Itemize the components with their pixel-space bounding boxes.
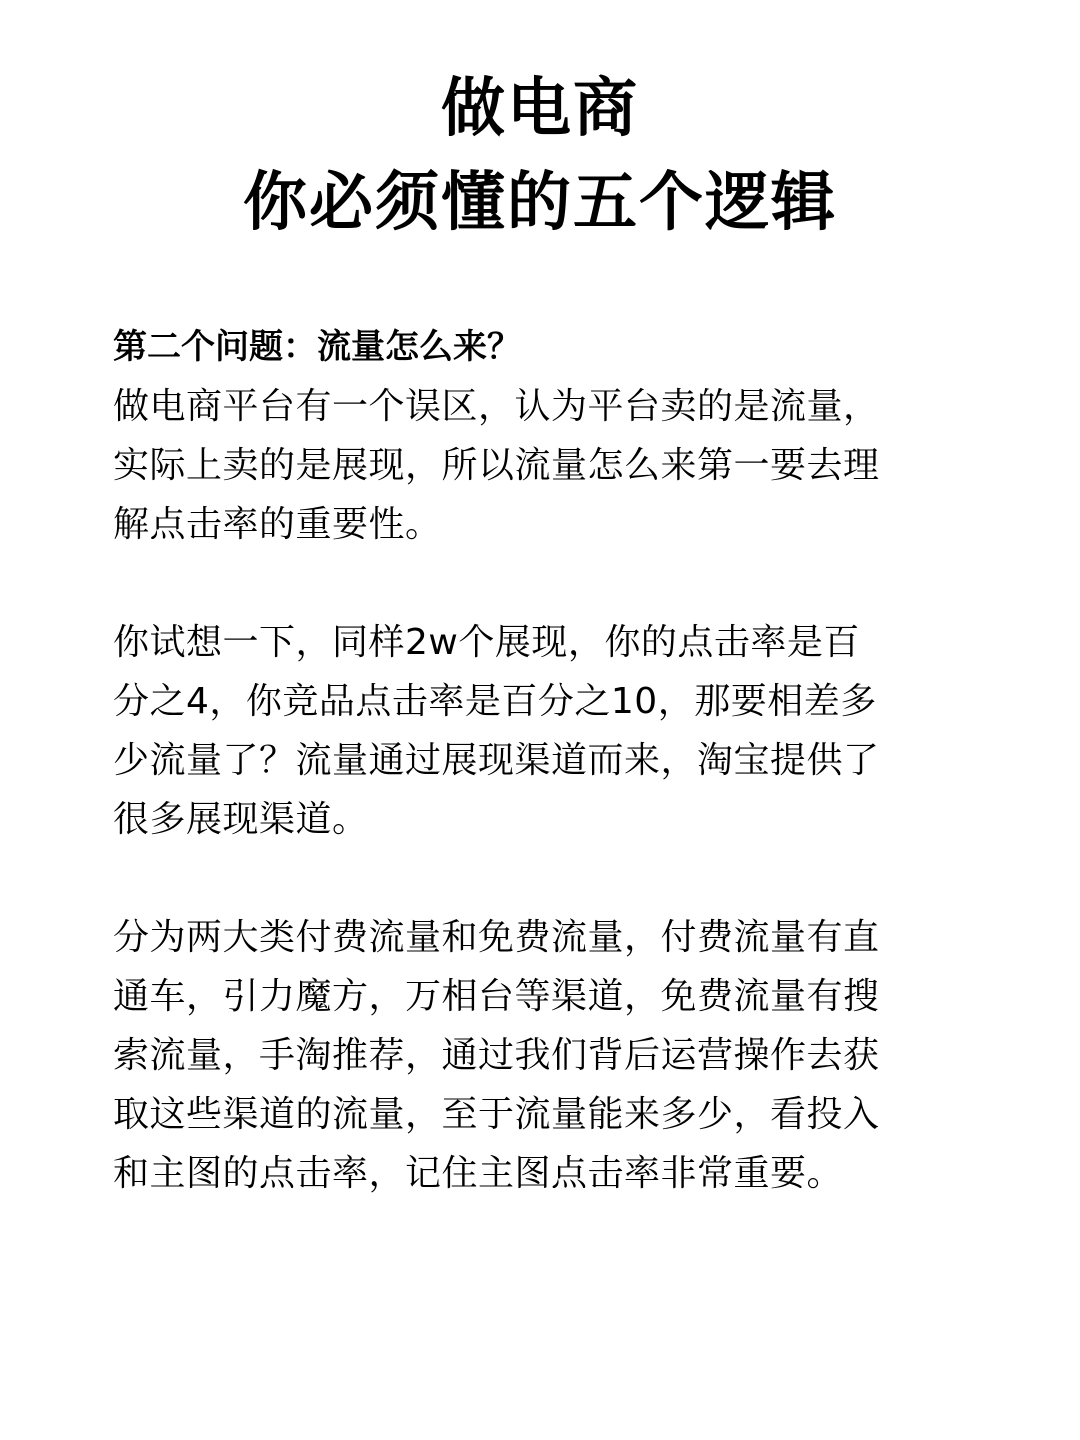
paragraph-line: 分之4，你竞品点击率是百分之10，那要相差多 bbox=[113, 681, 877, 722]
title-block bbox=[0, 62, 1080, 250]
title-line-1: 做电商 bbox=[441, 72, 639, 146]
paragraph-line: 实际上卖的是展现，所以流量怎么来第一要去理 bbox=[113, 445, 880, 486]
paragraph-line: 解点击率的重要性。 bbox=[113, 504, 442, 545]
paragraph-line: 通车，引力魔方，万相台等渠道，免费流量有搜 bbox=[113, 976, 880, 1017]
paragraph-line: 很多展现渠道。 bbox=[113, 799, 369, 840]
title-line-2: 你必须懂的五个逻辑 bbox=[243, 166, 837, 240]
paragraph-line: 少流量了？流量通过展现渠道而来，淘宝提供了 bbox=[113, 740, 880, 781]
paragraph-line: 分为两大类付费流量和免费流量，付费流量有直 bbox=[113, 917, 880, 958]
paragraph-line: 取这些渠道的流量，至于流量能来多少，看投入 bbox=[113, 1094, 880, 1135]
paragraph-1 bbox=[113, 377, 963, 554]
paragraph-line: 索流量，手淘推荐，通过我们背后运营操作去获 bbox=[113, 1035, 880, 1076]
paragraph-2 bbox=[113, 613, 963, 849]
paragraph-line: 你试想一下，同样2w个展现，你的点击率是百 bbox=[113, 622, 860, 663]
article-body bbox=[113, 318, 963, 1203]
paragraph-3 bbox=[113, 908, 963, 1203]
paragraph-line: 做电商平台有一个误区，认为平台卖的是流量， bbox=[113, 386, 880, 427]
paragraph-line: 和主图的点击率，记住主图点击率非常重要。 bbox=[113, 1153, 844, 1194]
section-heading: 第二个问题：流量怎么来？ bbox=[113, 327, 521, 367]
